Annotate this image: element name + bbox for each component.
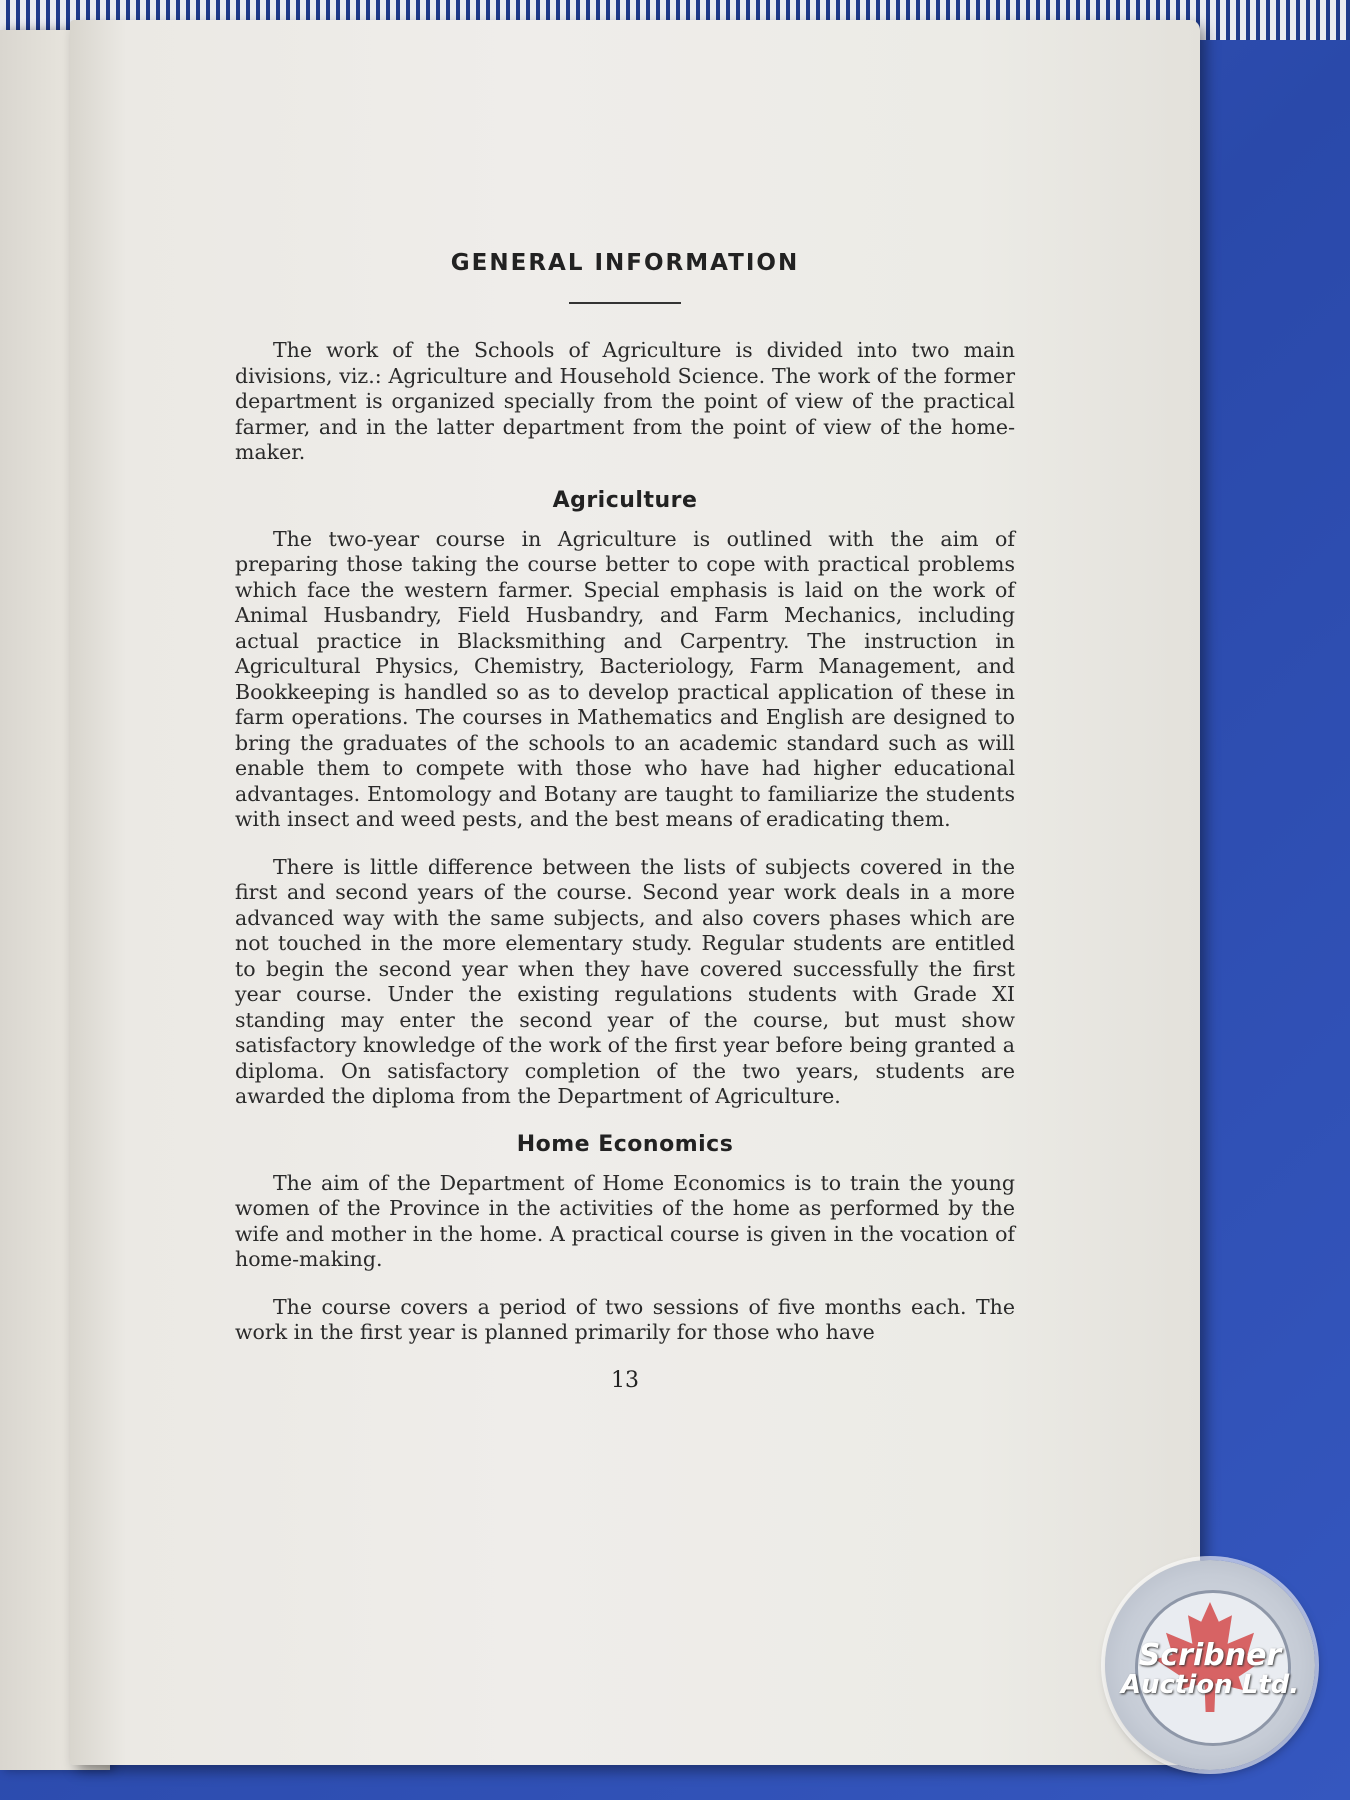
agriculture-paragraph-2: There is little difference between the lists of subjects covered in the first and second years of the course. Second year work deals in a more advanced way with the same subjects, and also covers phases which are not touched in the more elementary study. Regular students are entitled to begin the second year when they have covered successfully the first year course. Under the existing regulations students with Grade XI standing may enter the second year of the course, but must show satisfactory knowledge of the work of the first year before being granted a diploma. On satisfactory completion of the two years, students are awarded the diploma from the Department of Agriculture. bbox=[235, 854, 1015, 1108]
section-heading-agriculture: Agriculture bbox=[552, 487, 698, 513]
home-economics-paragraph-2: The course covers a period of two sessions of five months each. The work in the first year is planned primarily for those who have bbox=[235, 1294, 1015, 1344]
title-divider bbox=[569, 302, 681, 304]
auction-watermark-logo bbox=[1105, 1560, 1315, 1770]
home-economics-paragraph-1: The aim of the Department of Home Economics is to train the young women of the Province in the activities of the home as performed by the wife and mother in the home. A practical course is given in the vocation of home-making. bbox=[235, 1170, 1015, 1271]
section-heading-home-economics: Home Economics bbox=[516, 1131, 734, 1157]
intro-paragraph: The work of the Schools of Agriculture is divided into two main divisions, viz.: Agriculture and Household Science. The work of the former department is organized specially from the point of view of the practical farmer, and in the latter department from the point of view of the home-maker. bbox=[235, 338, 1015, 464]
page-title: GENERAL INFORMATION bbox=[450, 250, 800, 276]
agriculture-paragraph-1: The two-year course in Agriculture is outlined with the aim of preparing those taking the course better to cope with practical problems which face the western farmer. Special emphasis is laid on the work of Animal Husbandry, Field Husbandry, and Farm Mechanics, including actual practice in Blacksmithing and Carpentry. The instruction in Agricultural Physics, Chemistry, Bacteriology, Farm Management, and Bookkeeping is handled so as to develop practical application of these in farm operations. The courses in Mathematics and English are designed to bring the graduates of the schools to an academic standard such as will enable them to compete with those who have had higher educational advantages. Entomology and Botany are taught to familiarize the students with insect and weed pests, and the best means of eradicating them. bbox=[235, 526, 1015, 831]
watermark-name-line1: Scribner bbox=[1138, 1638, 1282, 1673]
watermark-name-line2: Auction Ltd. bbox=[1120, 1670, 1300, 1700]
page-content bbox=[235, 250, 1015, 1393]
page-number: 13 bbox=[611, 1367, 639, 1393]
